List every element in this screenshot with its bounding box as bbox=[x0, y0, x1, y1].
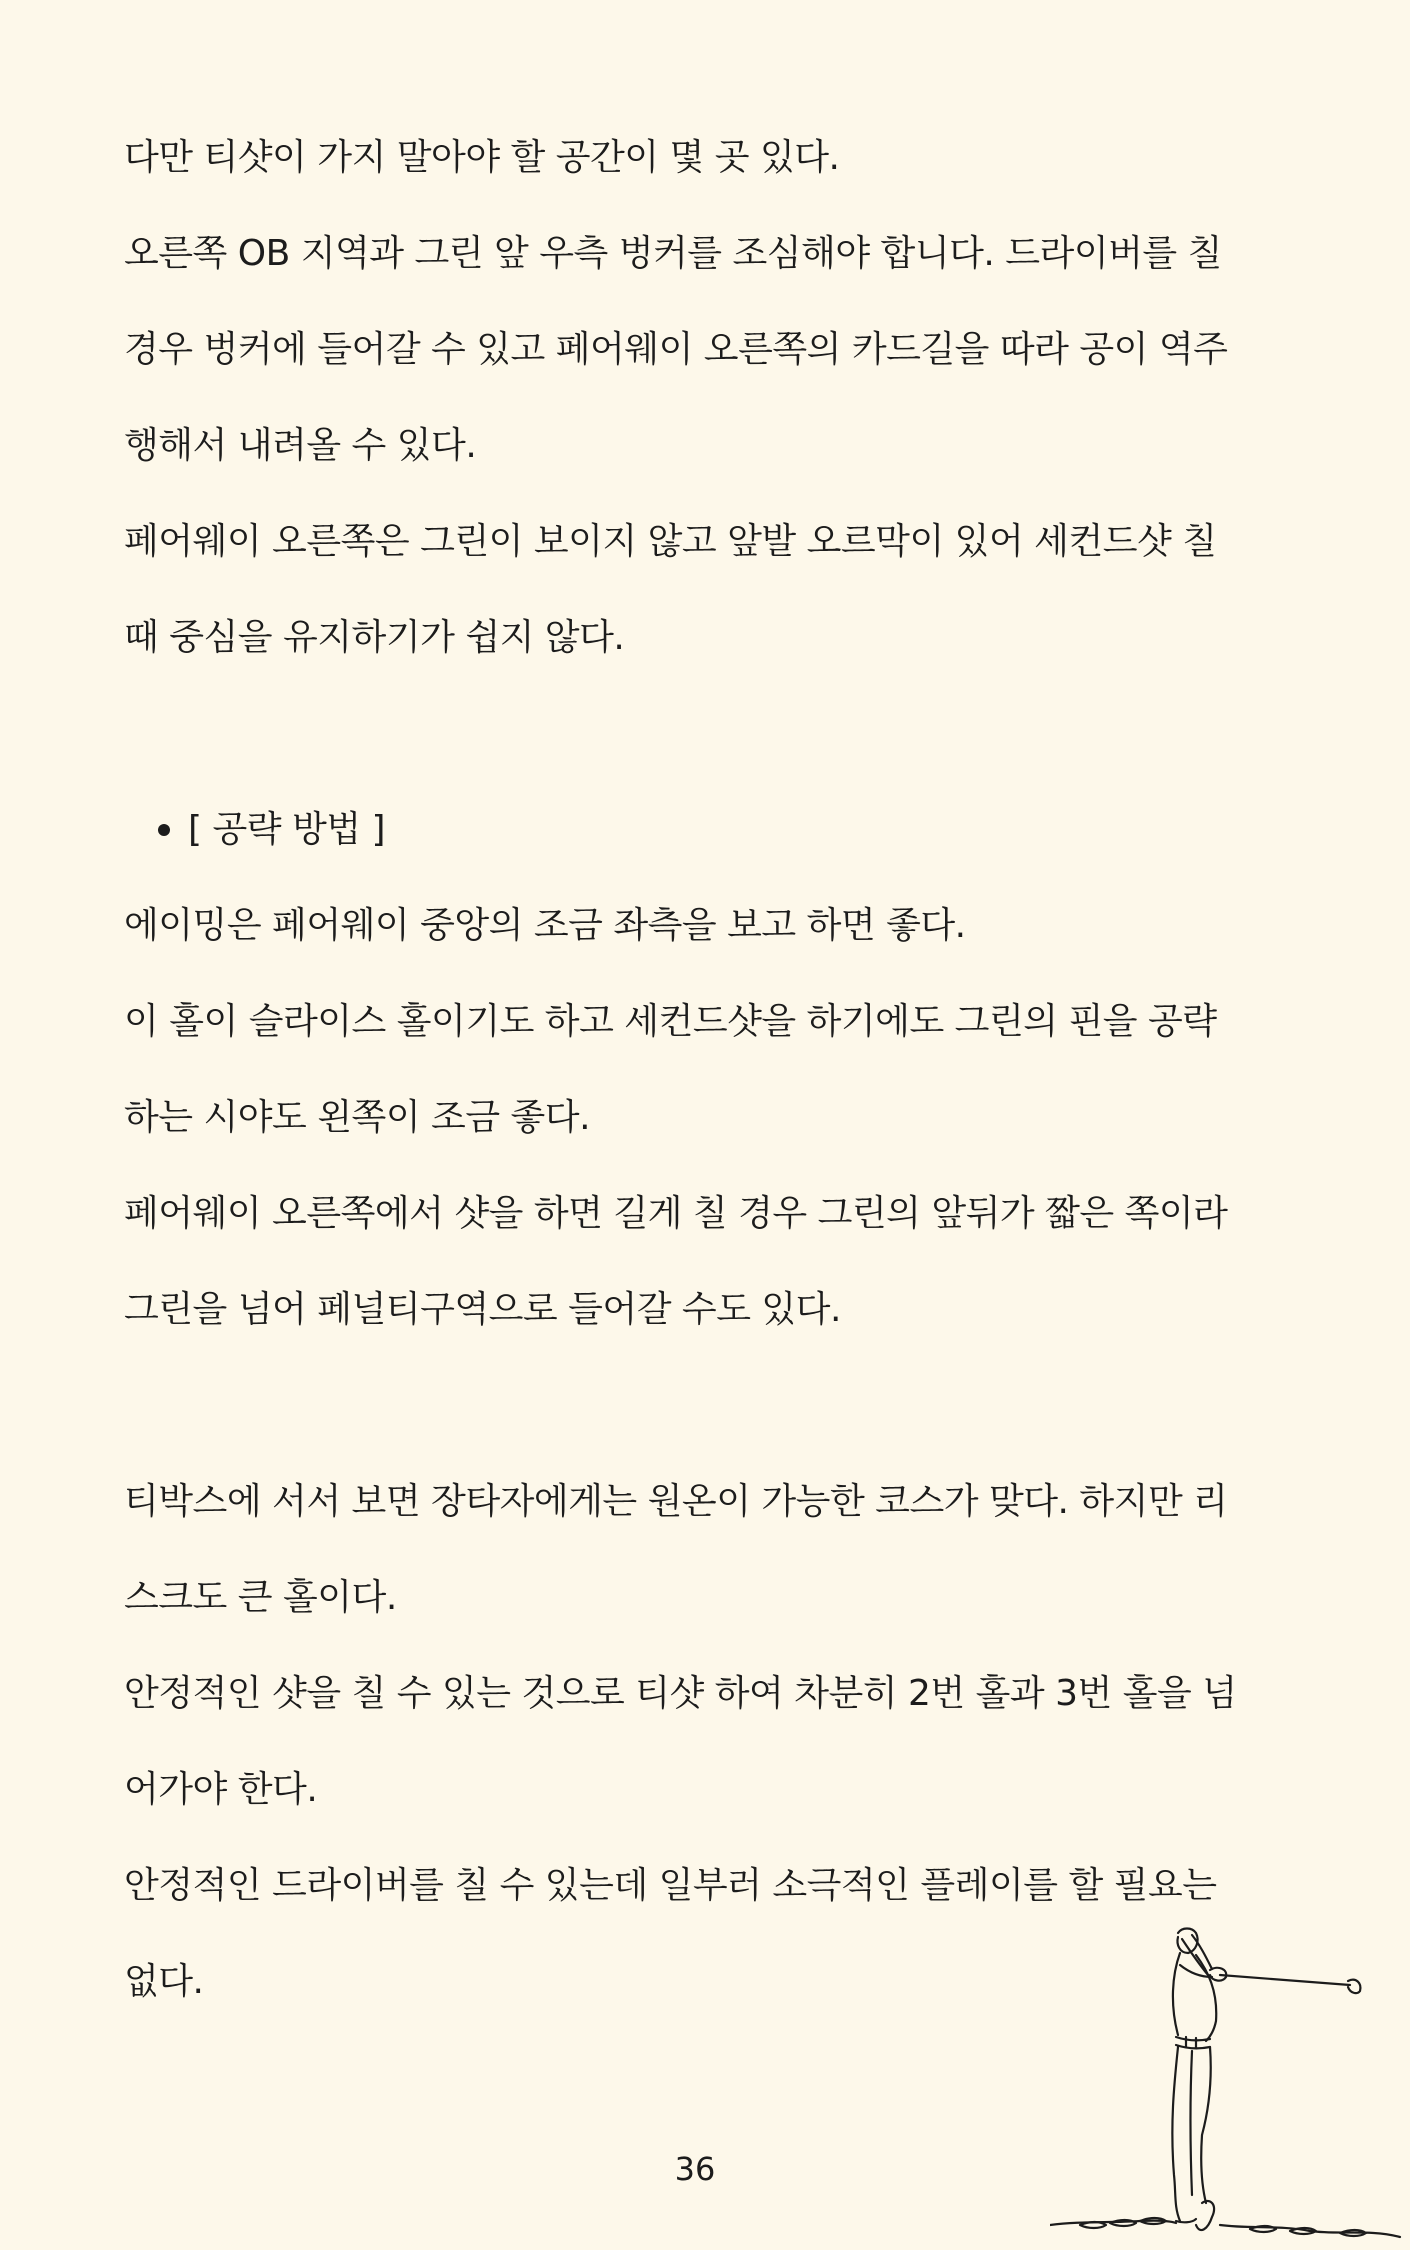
golfer-line-drawing-icon bbox=[1050, 1925, 1410, 2250]
paragraph-line: 안정적인 샷을 칠 수 있는 것으로 티샷 하여 차분히 2번 홀과 3번 홀을 넘 bbox=[124, 1673, 1237, 1714]
paragraph-line: 안정적인 드라이버를 칠 수 있는데 일부러 소극적인 플레이를 할 필요는 bbox=[124, 1865, 1217, 1906]
paragraph-line: 에이밍은 페어웨이 중앙의 조금 좌측을 보고 하면 좋다. bbox=[124, 905, 966, 946]
section-gap bbox=[124, 686, 1274, 782]
paragraph-line: 이 홀이 슬라이스 홀이기도 하고 세컨드샷을 하기에도 그린의 핀을 공략 bbox=[124, 1001, 1217, 1042]
page-number: 36 bbox=[674, 2150, 716, 2188]
bullet-item bbox=[124, 782, 1274, 878]
paragraph-line: 없다. bbox=[124, 1961, 204, 2002]
paragraph-line: 때 중심을 유지하기가 쉽지 않다. bbox=[124, 617, 625, 658]
bullet-dot-icon bbox=[158, 824, 170, 836]
document-body bbox=[124, 110, 1274, 2030]
paragraph-line: 경우 벙커에 들어갈 수 있고 페어웨이 오른쪽의 카드길을 따라 공이 역주 bbox=[124, 329, 1228, 370]
paragraph-line: 페어웨이 오른쪽에서 샷을 하면 길게 칠 경우 그린의 앞뒤가 짧은 쪽이라 bbox=[124, 1193, 1228, 1234]
paragraph-line: 다만 티샷이 가지 말아야 할 공간이 몇 곳 있다. bbox=[124, 137, 840, 178]
paragraph-line: 하는 시야도 왼쪽이 조금 좋다. bbox=[124, 1097, 591, 1138]
bullet-label: [ 공략 방법 ] bbox=[188, 809, 386, 850]
paragraph-line: 그린을 넘어 페널티구역으로 들어갈 수도 있다. bbox=[124, 1289, 841, 1330]
paragraph-line: 행해서 내려올 수 있다. bbox=[124, 425, 477, 466]
paragraph-line: 페어웨이 오른쪽은 그린이 보이지 않고 앞발 오르막이 있어 세컨드샷 칠 bbox=[124, 521, 1217, 562]
section-gap bbox=[124, 1358, 1274, 1454]
paragraph-line: 오른쪽 OB 지역과 그린 앞 우측 벙커를 조심해야 합니다. 드라이버를 칠 bbox=[124, 233, 1222, 274]
paragraph-line: 어가야 한다. bbox=[124, 1769, 318, 1810]
paragraph-line: 스크도 큰 홀이다. bbox=[124, 1577, 397, 1618]
paragraph-line: 티박스에 서서 보면 장타자에게는 원온이 가능한 코스가 맞다. 하지만 리 bbox=[124, 1481, 1228, 1522]
